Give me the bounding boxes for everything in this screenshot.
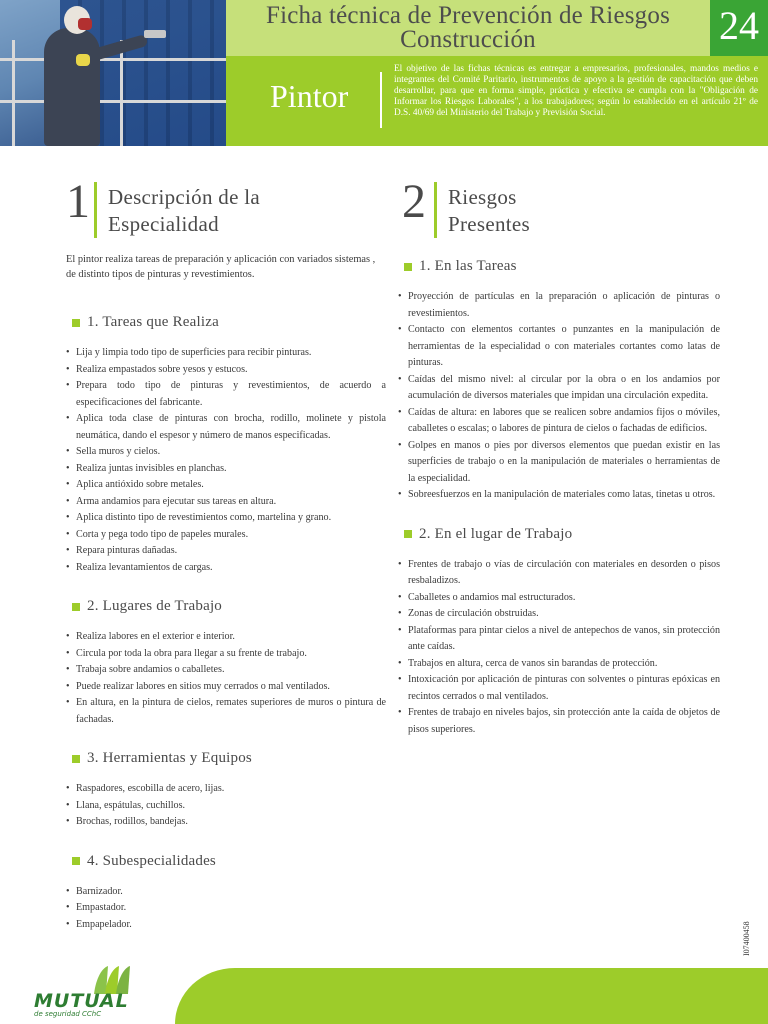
- list-item: • Corta y pega todo tipo de papeles murales.: [66, 527, 386, 544]
- list-item: • Empapelador.: [66, 917, 386, 934]
- specialty-divider: [380, 72, 382, 128]
- workplaces-list: [66, 629, 386, 728]
- list-item: • Intoxicación por aplicación de pinturas con solventes o pinturas epóxicas en recintos cerrados o mal ventilados.: [398, 672, 720, 705]
- section-title-line-2: Presentes: [448, 212, 531, 236]
- section-risks: [398, 172, 720, 738]
- list-item: • Brochas, rodillos, bandejas.: [66, 814, 386, 831]
- subsection-title: 3. Herramientas y Equipos: [87, 750, 252, 766]
- list-item: • Realiza levantamientos de cargas.: [66, 560, 386, 577]
- list-item: • Arma andamios para ejecutar sus tareas en altura.: [66, 494, 386, 511]
- title-line-2: Construcción: [400, 26, 536, 53]
- sheet-number: 24: [710, 0, 768, 56]
- subsection-title: 2. En el lugar de Trabajo: [419, 525, 573, 542]
- task-risks-list: [398, 289, 720, 504]
- section-number: 2: [402, 175, 426, 228]
- list-item: • Raspadores, escobilla de acero, lijas.: [66, 781, 386, 798]
- list-item: • Puede realizar labores en sitios muy cerrados o mal ventilados.: [66, 679, 386, 696]
- subsection-heading: [398, 526, 720, 543]
- objective-text: El objetivo de las fichas técnicas es entregar a empresarios, profesionales, mandos medios e integrantes del Comité Paritario, instrumentos de apoyo a la gestión de capacitación que deben desarrollar, para que en forma simple, práctica y efectiva se cumpla con la "Obligación de Informar los Riesgos Laborales", a los trabajadores; según lo establecido en el artículo 21º de D.S. 40/69 del Ministerio del Trabajo y Previsión Social.: [394, 64, 758, 118]
- green-square-icon: [404, 263, 412, 271]
- section-divider: [434, 182, 437, 238]
- subsection-title: 1. En las Tareas: [419, 258, 517, 274]
- logo-text: MUTUAL: [34, 990, 129, 1012]
- subsection-title: 4. Subespecialidades: [87, 852, 216, 869]
- list-item: • Aplica antióxido sobre metales.: [66, 477, 386, 494]
- painter-glove: [76, 54, 90, 66]
- workplace-risks-list: [398, 557, 720, 739]
- respirator-mask: [78, 18, 92, 30]
- subsection-heading: [66, 314, 386, 331]
- list-item: • Empastador.: [66, 900, 386, 917]
- section-intro: El pintor realiza tareas de preparación y aplicación con variados sistemas , de distinto tipos de pinturas y revestimientos.: [66, 254, 376, 280]
- list-item: • Frentes de trabajo en niveles bajos, sin protección ante la caída de objetos de pisos superiores.: [398, 705, 720, 738]
- list-item: • Circula por toda la obra para llegar a su frente de trabajo.: [66, 646, 386, 663]
- list-item: • Golpes en manos o pies por diversos elementos que puedan existir en las superficies de trabajo o en la manipulación de materiales o herramientas de la especialidad.: [398, 438, 720, 488]
- title-line-1: Ficha técnica de Prevención de Riesgos: [266, 2, 670, 29]
- green-square-icon: [72, 603, 80, 611]
- subsection-heading: [66, 598, 386, 615]
- footer-band: [175, 968, 768, 1024]
- section-number: 1: [66, 175, 90, 228]
- list-item: • Zonas de circulación obstruidas.: [398, 606, 720, 623]
- scaffold-post: [120, 40, 123, 146]
- green-square-icon: [404, 530, 412, 538]
- subsection-title: 1. Tareas que Realiza: [87, 314, 219, 330]
- scaffold-post: [12, 40, 15, 146]
- list-item: • Aplica toda clase de pinturas con brocha, rodillo, molinete y pistola neumática, dando el espesor y número de manos especificadas.: [66, 411, 386, 444]
- title-band: [226, 0, 710, 56]
- tasks-list: [66, 345, 386, 576]
- list-item: • Prepara todo tipo de pinturas y revestimientos, de acuerdo a especificaciones del fabricante.: [66, 378, 386, 411]
- section-2-heading: [398, 172, 720, 244]
- list-item: • Caídas de altura: en labores que se realicen sobre andamios fijos o móviles, caballetes o escalas; o labores de pintura de cielos o fachadas de edificios.: [398, 405, 720, 438]
- scaffold-rail: [0, 58, 226, 61]
- logo-subtext: de seguridad CChC: [34, 1010, 102, 1018]
- list-item: • Plataformas para pintar cielos a nivel de antepechos de vanos, sin protección ante caídas.: [398, 623, 720, 656]
- list-item: • Aplica distinto tipo de revestimientos como, martelina y grano.: [66, 510, 386, 527]
- specialty-band: [226, 56, 768, 146]
- section-title-line-1: Riesgos: [448, 185, 517, 209]
- tools-list: [66, 781, 386, 831]
- painter-figure: [44, 28, 100, 146]
- list-item: • Llana, espátulas, cuchillos.: [66, 798, 386, 815]
- section-description: [66, 172, 386, 933]
- section-title: [108, 184, 260, 238]
- green-square-icon: [72, 857, 80, 865]
- green-square-icon: [72, 319, 80, 327]
- list-item: • Trabajos en altura, cerca de vanos sin barandas de protección.: [398, 656, 720, 673]
- subsection-heading: [66, 750, 386, 767]
- document-code: I07400458: [742, 921, 751, 956]
- list-item: • Realiza juntas invisibles en planchas.: [66, 461, 386, 478]
- section-title: [448, 184, 530, 238]
- specialty-label: Pintor: [270, 78, 349, 114]
- section-1-heading: [66, 172, 386, 244]
- subsection-title: 2. Lugares de Trabajo: [87, 598, 223, 614]
- list-item: • Contacto con elementos cortantes o punzantes en la manipulación de herramientas de la especialidad o con materiales cortantes como latas de pinturas.: [398, 322, 720, 372]
- list-item: • Realiza labores en el exterior e interior.: [66, 629, 386, 646]
- list-item: • Realiza empastados sobre yesos y estucos.: [66, 362, 386, 379]
- section-divider: [94, 182, 97, 238]
- list-item: • En altura, en la pintura de cielos, remates superiores de muros o pintura de fachadas.: [66, 695, 386, 728]
- list-item: • Barnizador.: [66, 884, 386, 901]
- list-item: • Caballetes o andamios mal estructurados.: [398, 590, 720, 607]
- subspecialties-list: [66, 884, 386, 934]
- spray-gun: [144, 30, 166, 38]
- subsection-heading: [66, 853, 386, 870]
- list-item: • Sobreesfuerzos en la manipulación de materiales como latas, tinetas u otros.: [398, 487, 720, 504]
- header-photo: [0, 0, 226, 146]
- scaffold-rail: [0, 100, 226, 103]
- section-title-line-2: Especialidad: [108, 212, 219, 236]
- list-item: • Frentes de trabajo o vías de circulación con materiales en desorden o pisos resbaladizos.: [398, 557, 720, 590]
- list-item: • Caídas del mismo nivel: al circular por la obra o en los andamios por acumulación de diversos materiales que impidan una circulación expedita.: [398, 372, 720, 405]
- green-square-icon: [72, 755, 80, 763]
- subsection-heading: [398, 258, 720, 275]
- document-title: [226, 4, 710, 52]
- list-item: • Trabaja sobre andamios o caballetes.: [66, 662, 386, 679]
- section-title-line-1: Descripción de la: [108, 185, 261, 209]
- list-item: • Lija y limpia todo tipo de superficies para recibir pinturas.: [66, 345, 386, 362]
- list-item: • Repara pinturas dañadas.: [66, 543, 386, 560]
- list-item: • Proyección de partículas en la preparación o aplicación de pinturas o revestimientos.: [398, 289, 720, 322]
- list-item: • Sella muros y cielos.: [66, 444, 386, 461]
